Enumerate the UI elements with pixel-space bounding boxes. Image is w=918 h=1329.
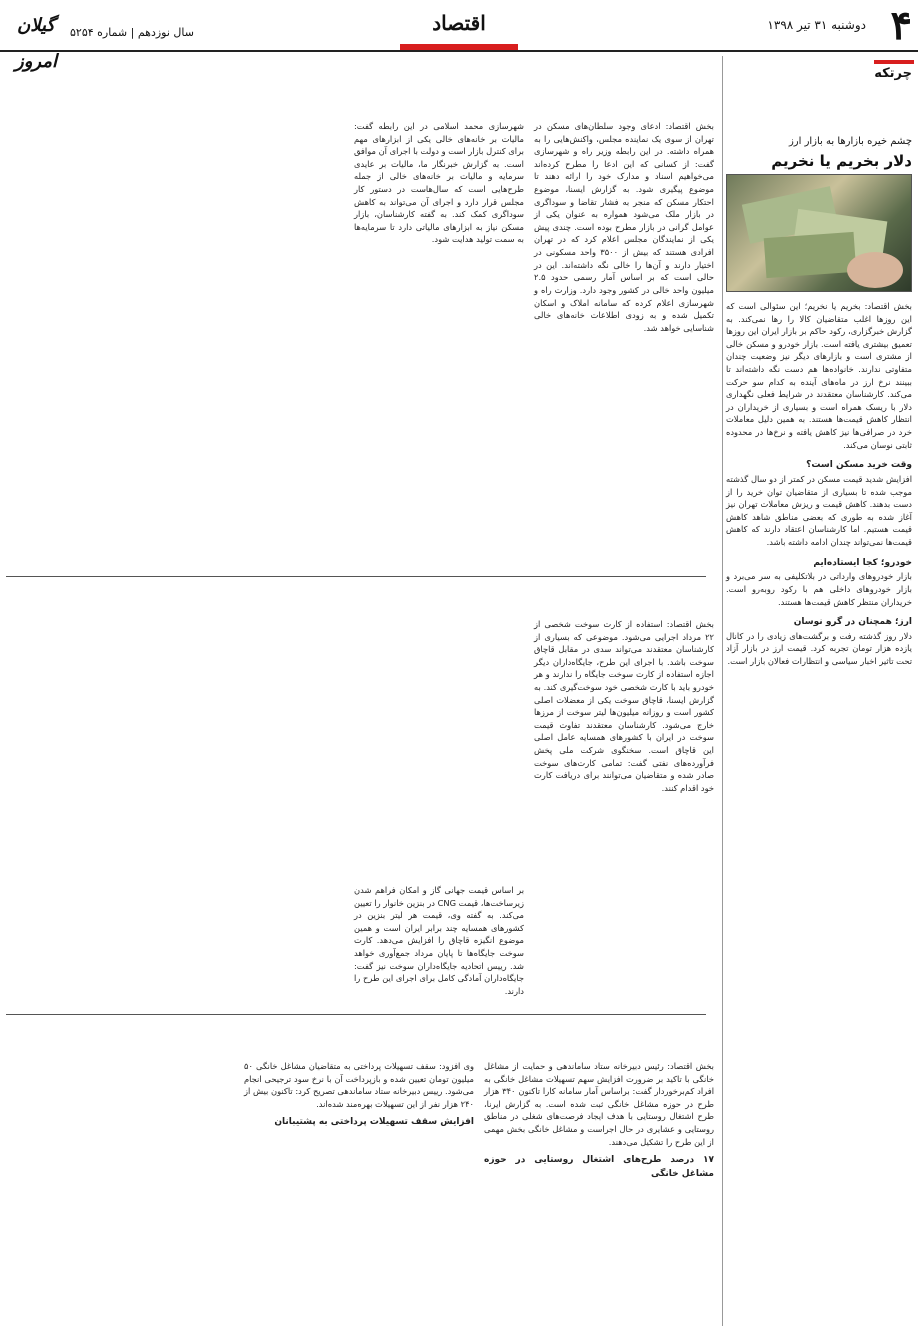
sidebar-subhead: ارز؛ همچنان در گرو نوسان bbox=[793, 617, 912, 628]
article-subhead: ۱۷ درصد طرح‌های اشتغال روستایی در حوزه مشاغل خانگی bbox=[484, 1155, 714, 1179]
article-column bbox=[484, 1060, 714, 1320]
article-column: بر اساس قیمت جهانی گاز و امکان فراهم شدن زیرساخت‌ها، قیمت CNG در بنزین خانوار را تعیین می‌کند. به گفته وی، قیمت هر لیتر بنزین در کشورهای همسایه چند برابر ایران است و همین موضوع انگیزه قاچاق را افزایش می‌دهد. کارت سوخت جایگاه‌ها تا پایان مرداد جمع‌آوری خواهد شد. رییس اتحادیه جایگاه‌داران سوخت نیز گفت: جایگاه‌داران آمادگی کامل برای اجرای این طرح را دارند. bbox=[354, 885, 524, 996]
divider bbox=[6, 576, 706, 577]
sidebar-subhead: وقت خرید مسکن است؟ bbox=[806, 460, 912, 471]
sidebar-subhead: خودرو؛ کجا ایستاده‌ایم bbox=[813, 557, 912, 568]
page-number: ۴ bbox=[890, 2, 912, 49]
article-paragraph: بخش اقتصاد: رئیس دبیرخانه ستاد ساماندهی و حمایت از مشاغل خانگی با تاکید بر ضرورت افزایش سهم تسهیلات مشاغل خانگی به افراد کم‌برخوردار گفت: براساس آمار سامانه کارا تاکنون ۳۴۰ هزار طرح در حوزه مشاغل خانگی ثبت شده است. به گزارش ایرنا، طرح اشتغال روستایی با هدف ایجاد فرصت‌های شغلی در مناطق روستایی و عشایری در حال اجراست و مشاغل خانگی بخش مهمی از این طرح را تشکیل می‌دهند. bbox=[484, 1061, 714, 1147]
issue-date: دوشنبه ۳۱ تیر ۱۳۹۸ bbox=[767, 18, 866, 32]
sidebar-column bbox=[722, 56, 914, 1326]
sidebar-paragraph: بازار خودروهای وارداتی در بلاتکلیفی به سر می‌برد و بازار خودروهای داخلی هم با رکود روبه‌رو است. خریداران منتظر کاهش قیمت‌ها هستند. bbox=[726, 571, 912, 607]
sidebar-label: چرتکه bbox=[874, 66, 912, 81]
article-column: شهرسازی محمد اسلامی در این رابطه گفت: مالیات بر خانه‌های خالی یکی از ابزارهای مهم برای کنترل بازار است و دولت با اجرای آن موافق است. به گزارش خبرنگار ما، مالیات بر عایدی سرمایه و مالیات بر خانه‌های خالی از جمله طرح‌هایی است که سال‌هاست در دستور کار مجلس قرار دارد و اجرای آن می‌تواند به کاهش سوداگری کمک کند. به گفته کارشناسان، بازار مسکن نیاز به ابزارهای مالیاتی دارد تا سرمایه‌ها به سمت تولید هدایت شود. bbox=[354, 121, 524, 245]
section-accent-bar bbox=[400, 44, 518, 50]
article-column bbox=[244, 1060, 474, 1320]
sidebar-paragraph: بخش اقتصاد: بخریم یا نخریم؛ این سئوالی است که این روزها اغلب متقاضیان کالا را رها نمی‌کند. به گزارش خبرگزاری، رکود حاکم بر بازار ایران این روزها تعمیق بیشتری یافته است. بازار خودرو و مسکن خالی از مشتری است و بازارهای دیگر نیز وضعیت چندان متفاوتی ندارند. خانواده‌ها هم دست نگه داشته‌اند تا ببینند نرخ ارز در ماه‌های آینده به کدام سو حرکت می‌کند. کارشناسان معتقدند در شرایط فعلی نگهداری دلار با ریسک همراه است و بسیاری از خریداران در انتظار کاهش قیمت‌ها هستند. به همین دلیل معاملات خرد در صرافی‌ها نیز کاهش یافته و نرخ‌ها در محدوده ثابتی نوسان می‌کند. bbox=[726, 301, 912, 450]
article-column: بخش اقتصاد: ادعای وجود سلطان‌های مسکن در تهران از سوی یک نماینده مجلس، واکنش‌هایی را به همراه داشته. در این رابطه وزیر راه و شهرسازی گفت: از کسانی که این ادعا را مطرح کرده‌اند می‌خواهیم اسناد و مدارک خود را ارائه دهند تا موضوع پیگیری شود. به گزارش ایسنا، موضوع احتکار مسکن که منجر به فشار تقاضا و سوداگری در بازار ملک می‌شود همواره به عنوان یکی از عوامل گرانی در بازار مطرح بوده است. چندی پیش یکی از نمایندگان مجلس اعلام کرد که در تهران افرادی هستند که بیش از ۳۵۰۰ واحد مسکونی در اختیار دارند و آن‌ها را خالی نگه داشته‌اند. این در حالی است که بر اساس آمار رسمی حدود ۲.۵ میلیون واحد خالی در کشور وجود دارد. وزارت راه و شهرسازی اعلام کرده که سامانه املاک و اسکان تکمیل شده و به زودی اطلاعات خانه‌های خالی شناسایی خواهد شد. bbox=[534, 121, 714, 333]
money-photo bbox=[726, 174, 912, 292]
newspaper-logo: گیلان امروز bbox=[15, 15, 57, 72]
article-column: بخش اقتصاد: استفاده از کارت سوخت شخصی از ۲۲ مرداد اجرایی می‌شود. موضوعی که بسیاری از کارشناسان معتقدند می‌تواند سدی در مقابل قاچاق سوخت باشد. با اجرای این طرح، جایگاه‌داران دیگر اجازه استفاده از کارت سوخت جایگاه را ندارند و هر خودرو باید با کارت شخصی خود سوخت‌گیری کند. به گزارش ایسنا، قاچاق سوخت یکی از معضلات اصلی کشور است و روزانه میلیون‌ها لیتر سوخت از مرزها خارج می‌شود. کارشناسان معتقدند تفاوت قیمت سوخت در ایران با کشورهای همسایه عامل اصلی این قاچاق است. سخنگوی شرکت ملی پخش فرآورده‌های نفتی گفت: تمامی کارت‌های سوخت صادر شده و متقاضیان می‌توانند برای دریافت کارت خود اقدام کنند. bbox=[534, 619, 714, 793]
sidebar-paragraph: افزایش شدید قیمت مسکن در کمتر از دو سال گذشته موجب شده تا بسیاری از متقاضیان توان خرید را از دست بدهند. کاهش قیمت و ریزش معاملات تهران نیز آغاز شده به طوری که بعضی مناطق شاهد کاهش قیمت هستیم. اما کارشناسان اعتقاد دارند که کاهش قیمت‌ها نمی‌تواند چندان ادامه داشته باشد. bbox=[726, 473, 912, 548]
sidebar-kicker: چشم خیره بازارها به بازار ارز bbox=[788, 136, 912, 147]
sidebar-paragraph: دلار روز گذشته رفت و برگشت‌های زیادی را در کانال یازده هزار تومان تجربه کرد. قیمت ارز در بازار آزاد تحت تاثیر اخبار سیاسی و انتظارات فعالان بازار است. bbox=[726, 630, 912, 667]
section-title: اقتصاد bbox=[432, 11, 486, 35]
article-subhead: افزایش سقف تسهیلات پرداختی به پشتیبانان bbox=[274, 1117, 474, 1128]
sidebar-title: دلار بخریم یا نخریم bbox=[771, 152, 912, 170]
sidebar-body bbox=[726, 300, 912, 668]
article-paragraph: وی افزود: سقف تسهیلات پرداختی به متقاضیان مشاغل خانگی ۵۰ میلیون تومان تعیین شده و بازپرداخت آن با نرخ سود ترجیحی انجام می‌شود. رییس دبیرخانه ستاد ساماندهی تصریح کرد: تاکنون بیش از ۲۴۰ هزار نفر از این تسهیلات بهره‌مند شده‌اند. bbox=[244, 1061, 474, 1109]
issue-number: سال نوزدهم | شماره ۵۲۵۴ bbox=[70, 26, 194, 39]
divider bbox=[6, 1014, 706, 1015]
sidebar-accent-bar bbox=[874, 60, 914, 64]
page-header bbox=[0, 0, 918, 72]
